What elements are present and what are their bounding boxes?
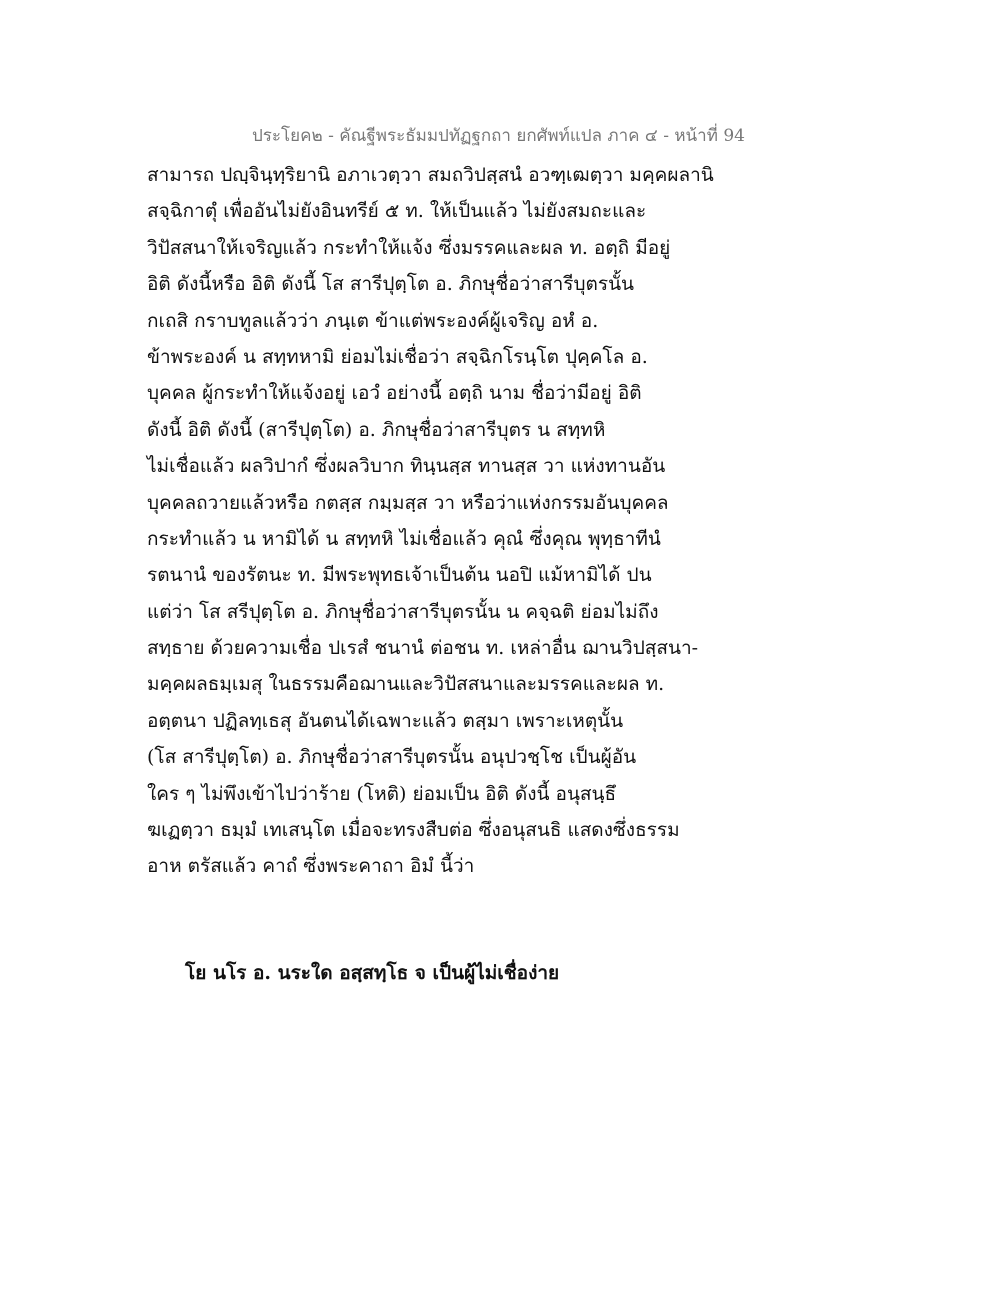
text-line: ข้าพระองค์ น สทฺทหามิ ย่อมไม่เชื่อว่า สจฺฉิกโรนฺโต ปุคฺคโล อ. <box>147 345 648 368</box>
text-line: รตนานํ ของรัตนะ ท. มีพระพุทธเจ้าเป็นต้น นอปิ แม้หามิได้ ปน <box>147 564 652 587</box>
page-header: ประโยค๒ - คัณฐีพระธัมมปทัฏฐกถา ยกศัพท์แปล ภาค ๔ - หน้าที่ 94 <box>252 126 745 146</box>
text-line: วิปัสสนาให้เจริญแล้ว กระทำให้แจ้ง ซึ่งมรรคและผล ท. อตฺถิ มีอยู่ <box>147 236 671 259</box>
text-line: กระทำแล้ว น หามิได้ น สทฺทหิ ไม่เชื่อแล้ว คุณํ ซึ่งคุณ พุทฺธาทีนํ <box>147 527 661 550</box>
text-line: ไม่เชื่อแล้ว ผลวิปากํ ซึ่งผลวิบาก ทินฺนสฺส ทานสฺส วา แห่งทานอัน <box>147 455 666 478</box>
text-line: ดังนี้ อิติ ดังนี้ (สารีปุตฺโต) อ. ภิกษุชื่อว่าสารีบุตร น สทฺทหิ <box>147 418 606 441</box>
text-line: อาห ตรัสแล้ว คาถํ ซึ่งพระคาถา อิมํ นี้ว่า <box>147 855 475 878</box>
text-body <box>147 157 747 885</box>
text-line: แต่ว่า โส สรีปุตฺโต อ. ภิกษุชื่อว่าสารีบุตรนั้น น คจฺฉติ ย่อมไม่ถึง <box>147 600 659 623</box>
text-line: อิติ ดังนี้หรือ อิติ ดังนี้ โส สารีปุตฺโต อ. ภิกษุชื่อว่าสารีบุตรนั้น <box>147 273 635 296</box>
text-line: สทฺธาย ด้วยความเชื่อ ปเรสํ ชนานํ ต่อชน ท. เหล่าอื่น ฌานวิปสฺสนา- <box>147 637 699 660</box>
text-line: สามารถ ปญฺจินฺทฺริยานิ อภาเวตฺวา สมถวิปสฺสนํ อวฑฺเฒตฺวา มคฺคผลานิ <box>147 164 714 186</box>
text-line: ใคร ๆ ไม่พึงเข้าไปว่าร้าย (โหติ) ย่อมเป็น อิติ ดังนี้ อนุสนฺธึ <box>147 782 617 805</box>
text-line: (โส สารีปุตฺโต) อ. ภิกษุชื่อว่าสารีบุตรนั้น อนุปวชฺโช เป็นผู้อัน <box>147 746 637 769</box>
text-line: ฆเฏตฺวา ธมฺมํ เทเสนฺโต เมื่อจะทรงสืบต่อ ซึ่งอนุสนธิ แสดงซึ่งธรรม <box>147 819 680 842</box>
verse-line: โย นโร อ. นระใด อสฺสทฺโธ จ เป็นผู้ไม่เชื่อง่าย <box>185 962 560 984</box>
text-line: มคฺคผลธมฺเมสุ ในธรรมคือฌานและวิปัสสนาและมรรคและผล ท. <box>147 673 665 696</box>
text-line: บุคคลถวายแล้วหรือ กตสฺส กมฺมสฺส วา หรือว่าแห่งกรรมอันบุคคล <box>147 491 669 514</box>
text-line: อตฺตนา ปฏิลทฺเธสุ อันตนได้เฉพาะแล้ว ตสฺมา เพราะเหตุนั้น <box>147 709 624 732</box>
text-line: บุคคล ผู้กระทำให้แจ้งอยู่ เอวํ อย่างนี้ อตฺถิ นาม ชื่อว่ามีอยู่ อิติ <box>147 382 642 405</box>
text-line: กเถสิ กราบทูลแล้วว่า ภนฺเต ข้าแต่พระองค์ผู้เจริญ อหํ อ. <box>147 309 599 332</box>
text-line: สจฺฉิกาตุํ เพื่ออันไม่ยังอินทรีย์ ๕ ท. ให้เป็นแล้ว ไม่ยังสมถะและ <box>147 200 647 223</box>
